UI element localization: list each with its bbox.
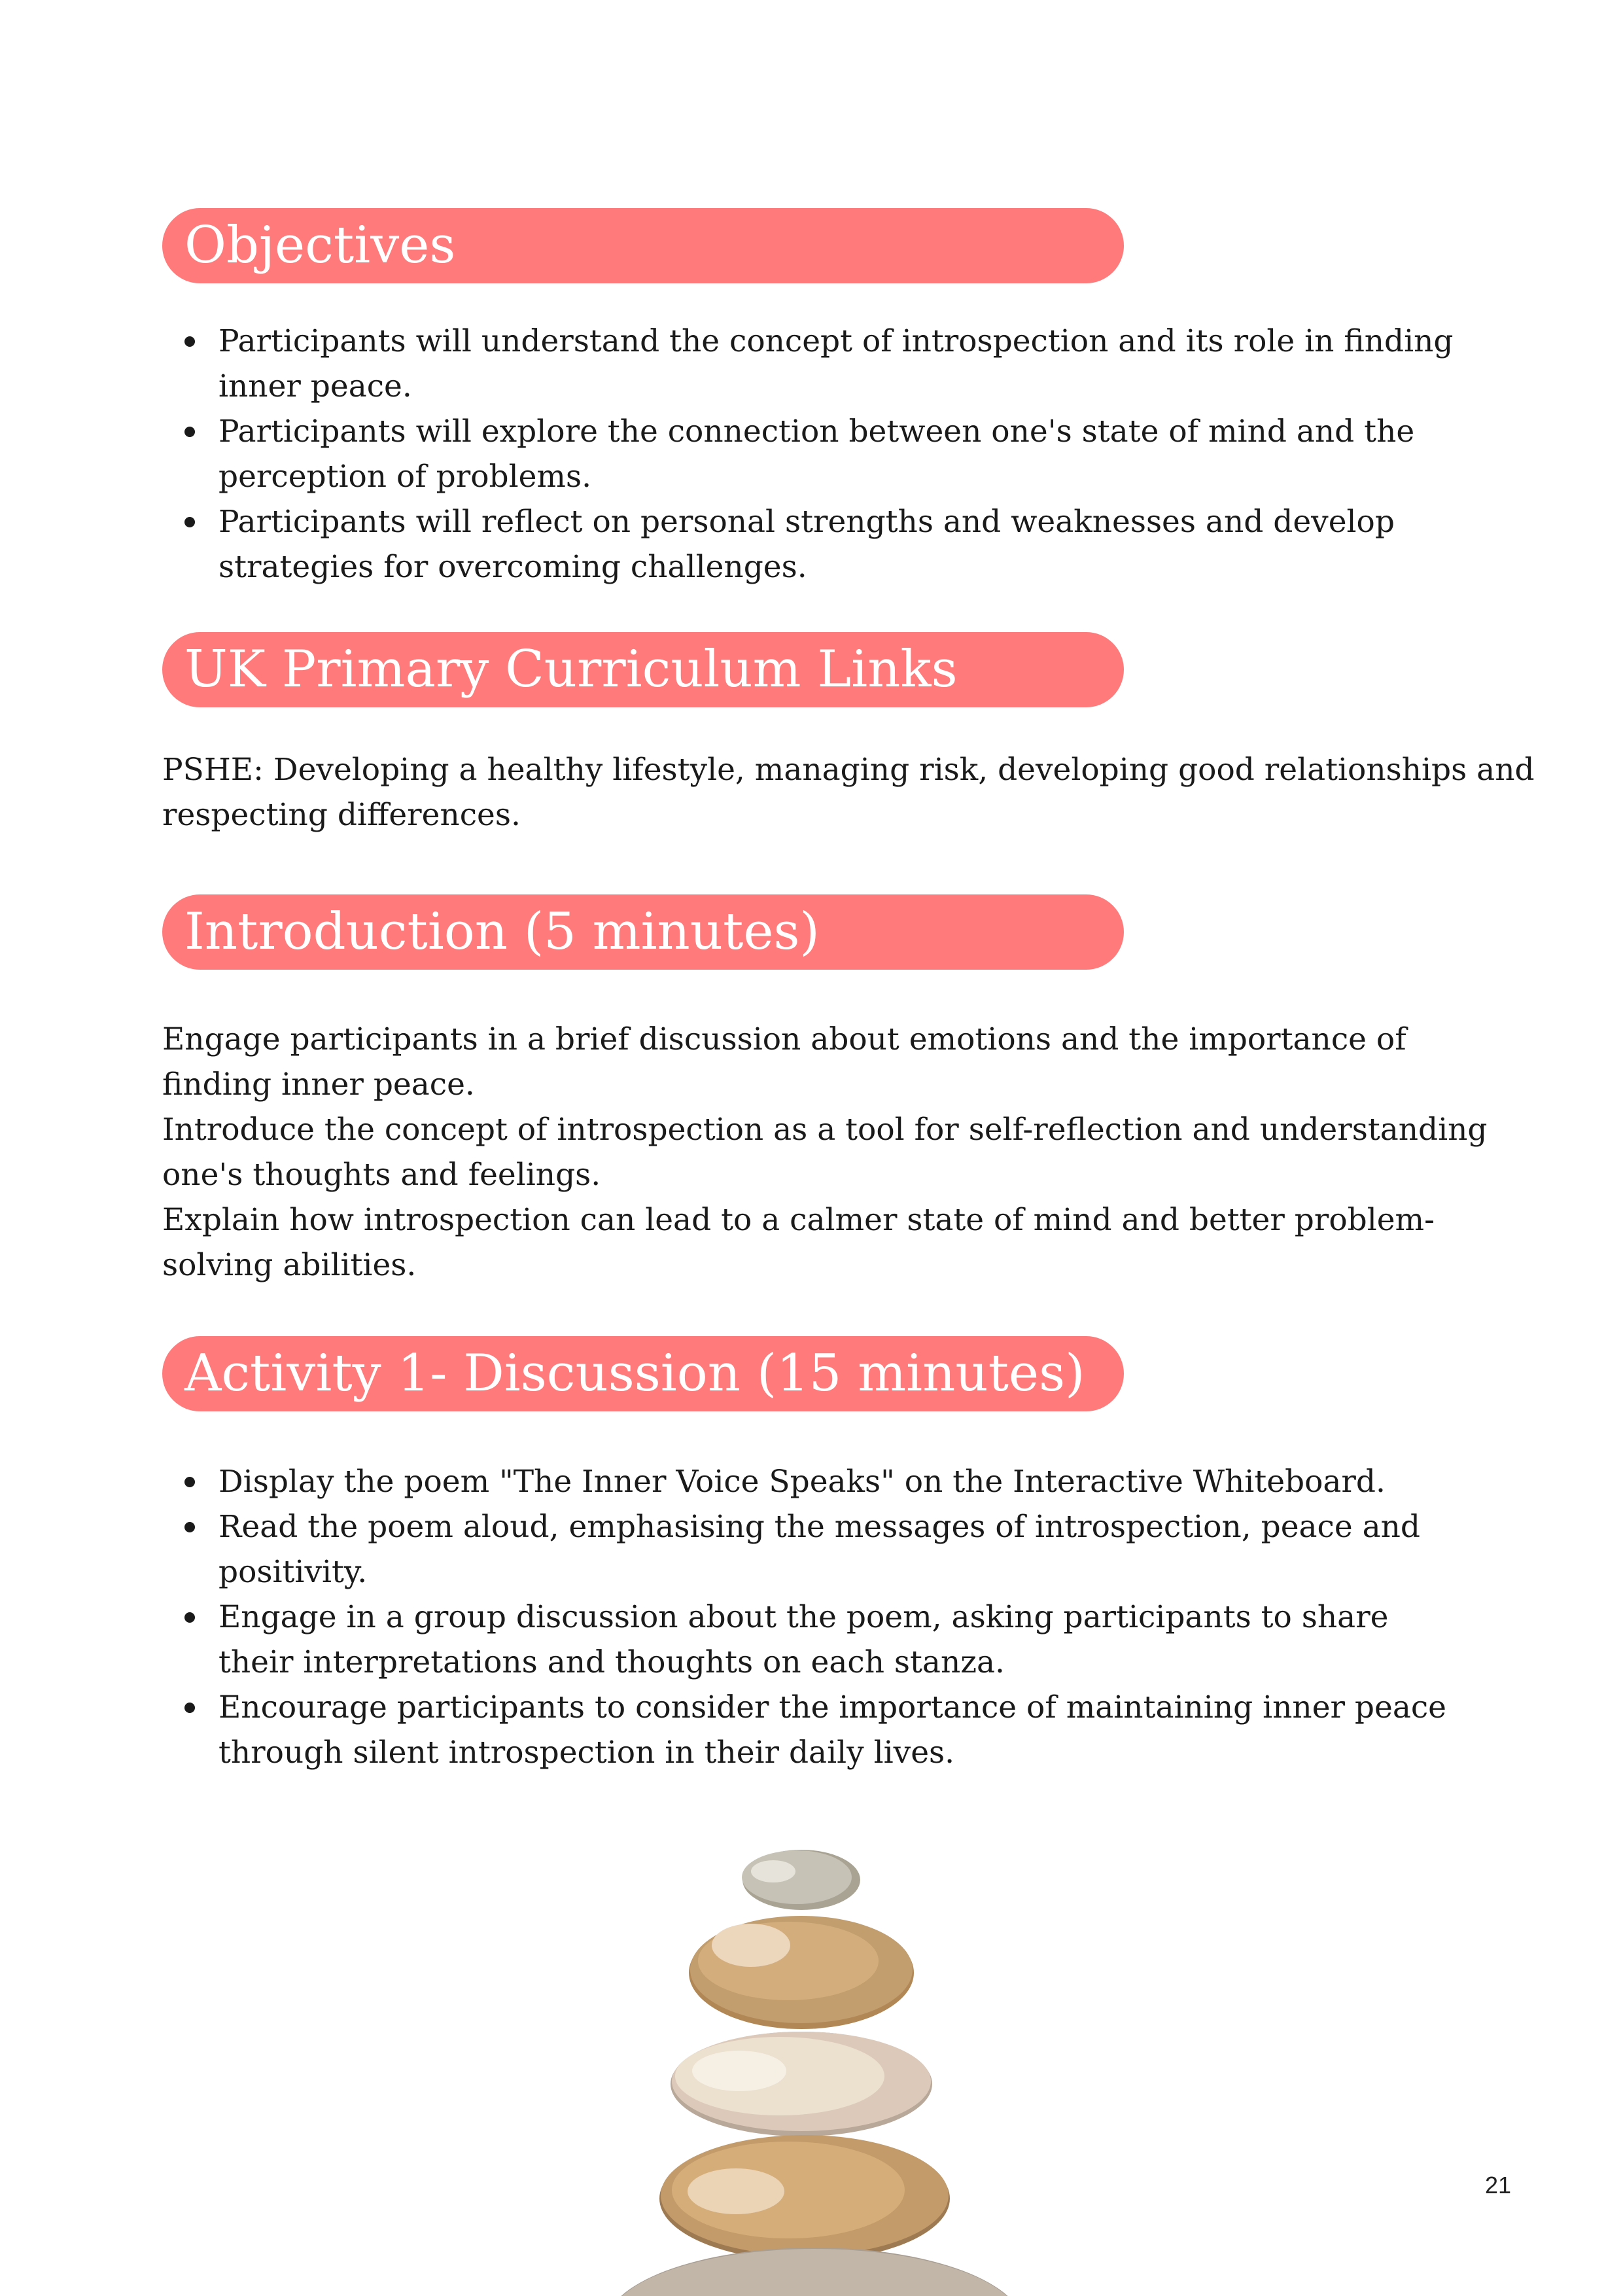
activity1-list (162, 1459, 1446, 1775)
introduction-heading: Introduction (5 minutes) (162, 894, 1124, 970)
list-item (162, 1595, 1446, 1685)
stone-third (671, 2032, 932, 2136)
line: their interpretations and thoughts on each stanza. (218, 1644, 1005, 1680)
line: Encourage participants to consider the importance of maintaining inner peace (218, 1689, 1446, 1725)
curriculum-heading: UK Primary Curriculum Links (162, 632, 1124, 707)
line: Engage participants in a brief discussion about emotions and the importance of (162, 1021, 1406, 1057)
line: Participants will understand the concept of introspection and its role in finding (218, 323, 1454, 359)
list-item (162, 1504, 1446, 1595)
stone-second (689, 1916, 914, 2029)
stacked-stones-illustration (589, 1842, 1034, 2296)
curriculum-text (162, 747, 1535, 838)
line: positivity. (218, 1554, 368, 1590)
stone-bottom (605, 2248, 1024, 2296)
line: Participants will reflect on personal strengths and weaknesses and develop (218, 504, 1395, 540)
list-item (162, 319, 1453, 409)
line: PSHE: Developing a healthy lifestyle, managing risk, developing good relationships and (162, 752, 1535, 788)
line: finding inner peace. (162, 1067, 475, 1103)
list-item (162, 409, 1453, 499)
stone-fourth (659, 2135, 950, 2261)
page-number: 21 (1485, 2172, 1512, 2199)
line: solving abilities. (162, 1247, 417, 1283)
line: Introduce the concept of introspection as a tool for self-reflection and understanding (162, 1112, 1488, 1148)
line: perception of problems. (218, 459, 592, 495)
list-item (162, 499, 1453, 590)
objectives-heading: Objectives (162, 208, 1124, 283)
list-item (162, 1685, 1446, 1775)
line: Read the poem aloud, emphasising the messages of introspection, peace and (218, 1509, 1420, 1545)
activity1-heading: Activity 1- Discussion (15 minutes) (162, 1336, 1124, 1411)
line: Display the poem "The Inner Voice Speaks" on the Interactive Whiteboard. (218, 1464, 1386, 1500)
line: through silent introspection in their daily lives. (218, 1735, 955, 1771)
introduction-text (162, 1017, 1487, 1288)
objectives-list (162, 319, 1453, 590)
line: Explain how introspection can lead to a calmer state of mind and better problem- (162, 1202, 1435, 1238)
stone-top (742, 1850, 860, 1910)
line: Participants will explore the connection between one's state of mind and the (218, 414, 1415, 450)
line: inner peace. (218, 368, 412, 404)
line: respecting differences. (162, 797, 521, 833)
list-item (162, 1459, 1446, 1504)
line: Engage in a group discussion about the poem, asking participants to share (218, 1599, 1389, 1635)
line: strategies for overcoming challenges. (218, 549, 807, 585)
line: one's thoughts and feelings. (162, 1157, 601, 1193)
